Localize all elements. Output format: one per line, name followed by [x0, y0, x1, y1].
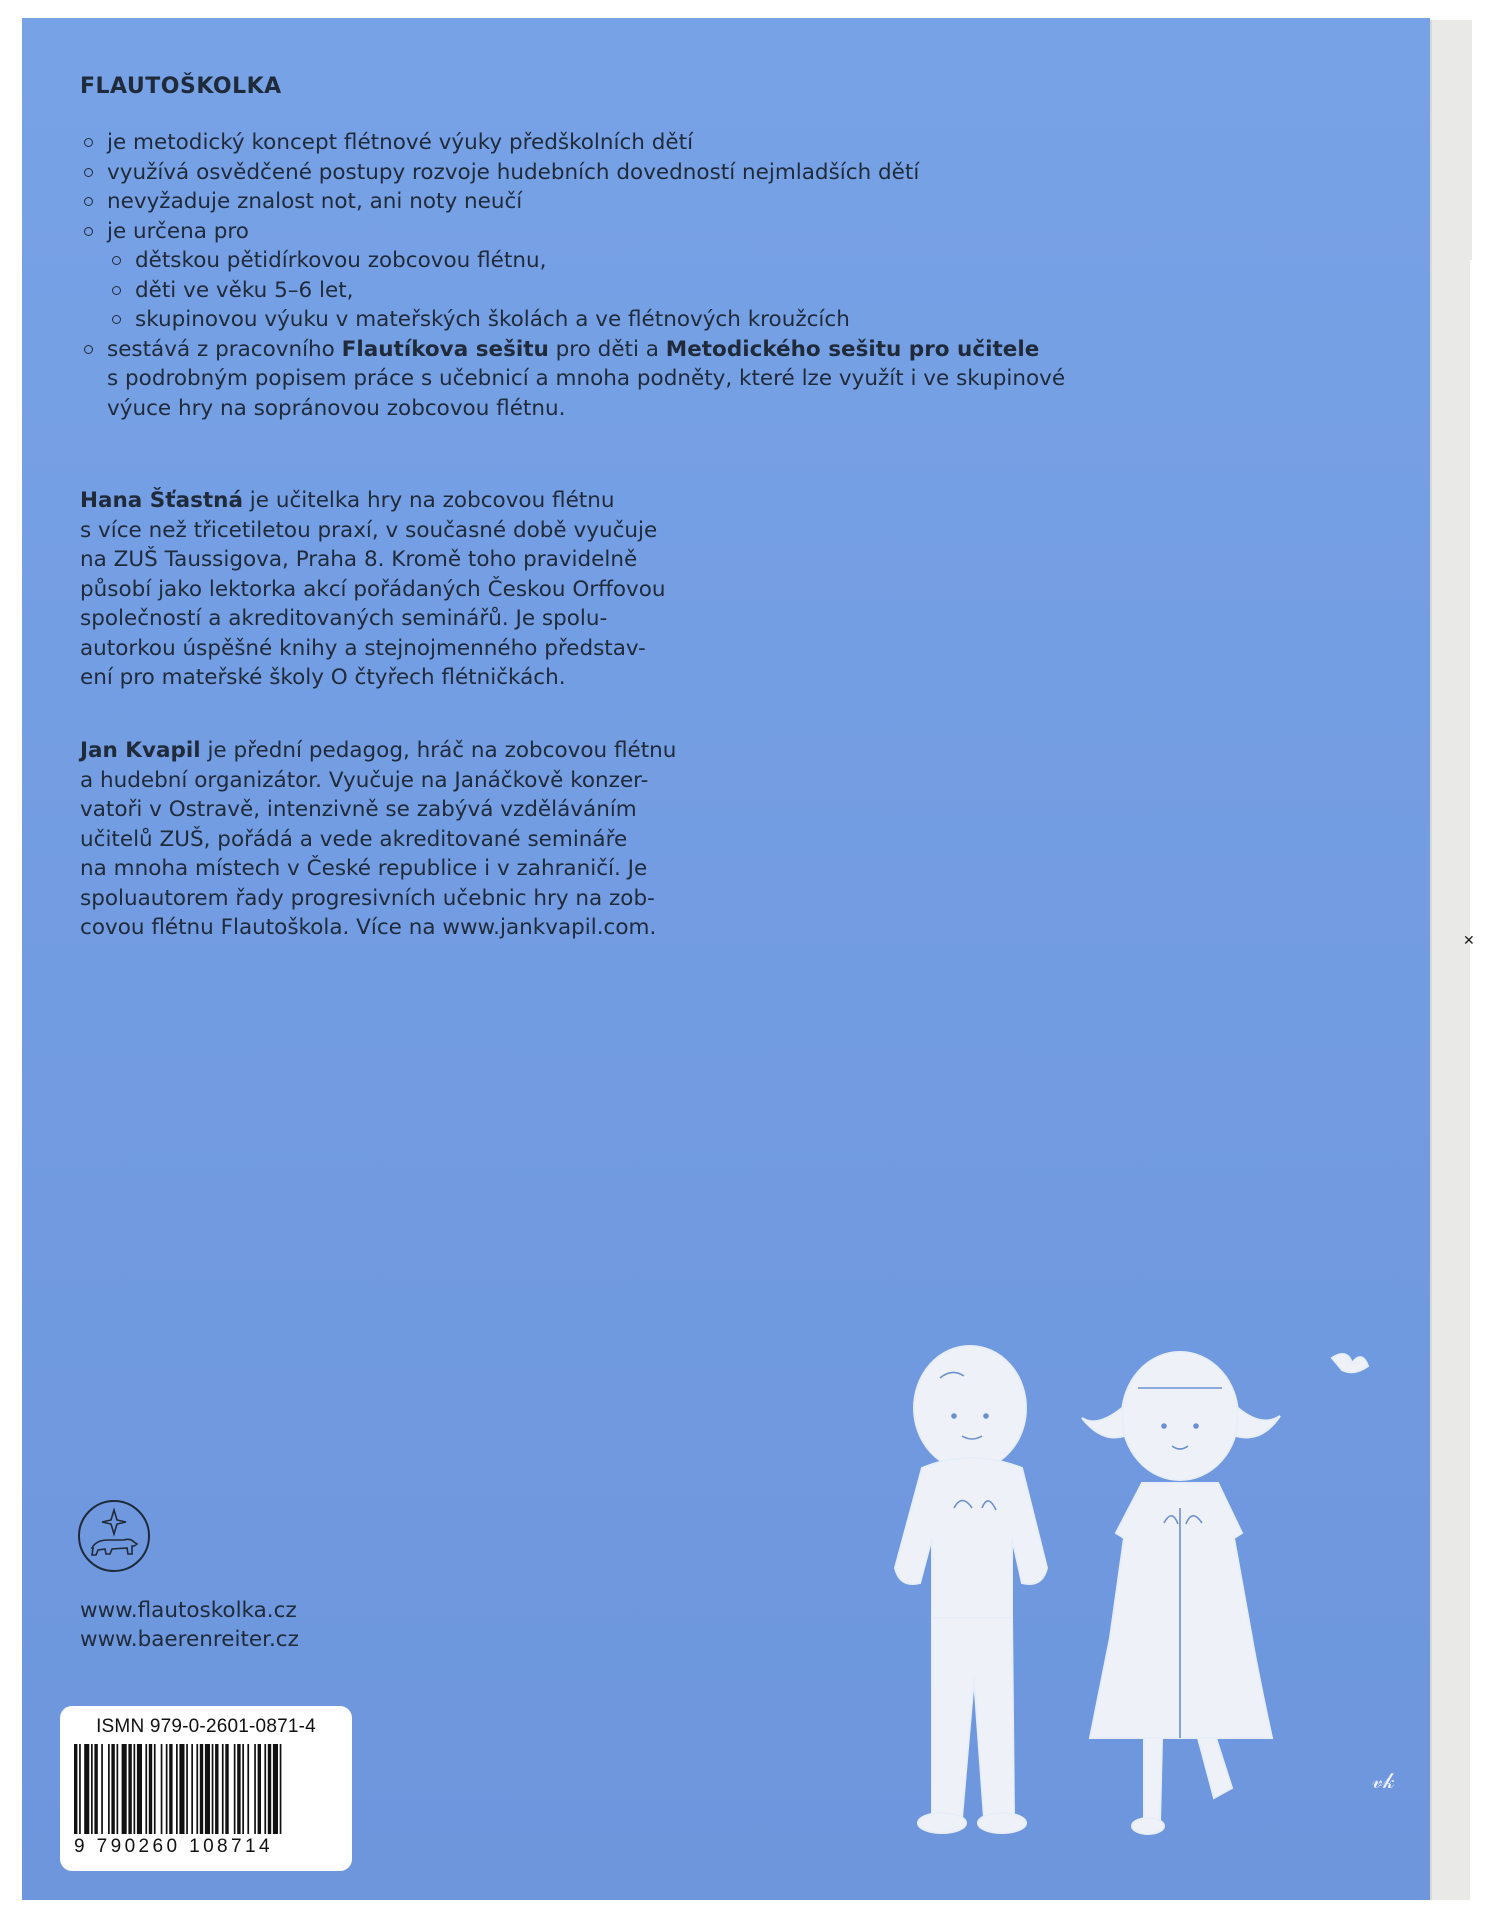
- bio-line: covou flétnu Flautoškola. Více na www.jankvapil.com.: [80, 915, 657, 940]
- bio-line: působí jako lektorka akcí pořádaných Českou Orffovou: [80, 576, 666, 602]
- barcode-bar: [79, 1744, 81, 1834]
- feature-item: [80, 335, 1100, 424]
- barcode-bar: [91, 1744, 93, 1834]
- barcode-bar: [161, 1744, 163, 1834]
- background-page: [1470, 260, 1498, 1920]
- feature-item: [80, 187, 1100, 217]
- bear-star-icon: [76, 1498, 152, 1574]
- ean-digits: 9 790260 108714: [74, 1836, 273, 1857]
- bio-line: [80, 486, 780, 516]
- barcode-bar: [108, 1744, 110, 1834]
- barcode-bar: [94, 1744, 97, 1834]
- feature-subitem: [80, 305, 1100, 335]
- barcode-bar: [166, 1744, 168, 1834]
- bullet-icon: [112, 256, 121, 265]
- barcode-bar: [237, 1744, 240, 1834]
- feature-subitem: [80, 246, 1100, 276]
- barcode-bar: [273, 1744, 278, 1834]
- bullet-icon: [84, 197, 93, 206]
- website-link[interactable]: www.baerenreiter.cz: [80, 1627, 299, 1652]
- barcode-bar: [234, 1744, 236, 1834]
- bio-text: je přední pedagog, hráč na zobcovou flétnu: [200, 738, 677, 763]
- bullet-icon: [112, 286, 121, 295]
- feature-text: dětskou pětidírkovou zobcovou flétnu,: [135, 248, 547, 273]
- website-link[interactable]: www.flautoskolka.cz: [80, 1598, 297, 1623]
- bullet-icon: [112, 315, 121, 324]
- barcode-bar: [280, 1744, 282, 1834]
- barcode-bar: [84, 1744, 89, 1834]
- bullet-icon: [84, 345, 93, 354]
- feature-list: [80, 128, 1100, 423]
- barcode-bar: [128, 1744, 131, 1834]
- barcode-bar: [222, 1744, 224, 1834]
- bio-line: vatoři v Ostravě, intenzivně se zabývá vzděláváním: [80, 797, 637, 822]
- barcode-bar: [117, 1744, 119, 1834]
- back-cover: [22, 18, 1430, 1900]
- bio-line: a hudební organizátor. Vyučuje na Janáčkově konzer-: [80, 767, 649, 793]
- feature-text: sestává z pracovního: [107, 336, 342, 362]
- barcode-bar: [215, 1744, 218, 1834]
- barcode-bar: [191, 1744, 193, 1834]
- barcode-bar: [247, 1744, 249, 1834]
- barcode-bar: [101, 1744, 103, 1834]
- feature-text: nevyžaduje znalost not, ani noty neučí: [107, 189, 523, 214]
- feature-text: výuce hry na sopránovou zobcovou flétnu.: [107, 395, 566, 421]
- barcode-bar: [149, 1744, 152, 1834]
- bio-line: na mnoha místech v České republice i v zahraničí. Je: [80, 856, 648, 881]
- bio-line: učitelů ZUŠ, pořádá a vede akreditované semináře: [80, 826, 628, 852]
- feature-text: je určena pro: [107, 218, 249, 244]
- feature-text: děti ve věku 5–6 let,: [135, 277, 354, 303]
- feature-text: s podrobným popisem práce s učebnicí a mnoha podněty, které lze využít i ve skupinové: [107, 366, 1066, 391]
- bio-line: společností a akreditovaných seminářů. Je spolu-: [80, 606, 608, 631]
- feature-text: využívá osvědčené postupy rozvoje hudebních dovedností nejmladších dětí: [107, 159, 920, 185]
- teacher-book-title: Metodického sešitu pro učitele: [665, 336, 1040, 362]
- barcode-bar: [154, 1744, 156, 1834]
- bio-line: [80, 736, 780, 766]
- bullet-icon: [84, 227, 93, 236]
- two-children-illustration: [862, 1318, 1422, 1878]
- barcode-bar: [74, 1744, 77, 1834]
- bio-text: je učitelka hry na zobcovou flétnu: [242, 488, 615, 513]
- fold-mark: ✕: [1463, 933, 1475, 949]
- barcode-bar: [179, 1744, 184, 1834]
- barcode-bar: [169, 1744, 172, 1834]
- feature-text: je metodický koncept flétnové výuky předškolních dětí: [107, 130, 694, 155]
- series-title: FLAUTOŠKOLKA: [80, 74, 282, 99]
- barcode-label: [60, 1706, 352, 1871]
- barcode-bar: [111, 1744, 114, 1834]
- barcode-bar: [122, 1744, 127, 1834]
- barcode-bar: [212, 1744, 214, 1834]
- author-bio-jan: [80, 736, 780, 943]
- bio-line: autorkou úspěšné knihy a stejnojmenného představ-: [80, 635, 646, 661]
- barcode-bar: [145, 1744, 147, 1834]
- workbook-title: Flautíkova sešitu: [341, 336, 549, 362]
- barcode-bar: [264, 1744, 266, 1834]
- book-edge: [1430, 20, 1472, 1900]
- author-bio-hana: [80, 486, 780, 693]
- url-list: [80, 1596, 299, 1654]
- feature-text: pro děti a: [548, 336, 666, 362]
- barcode-bar: [205, 1744, 210, 1834]
- barcode-bar: [200, 1744, 203, 1834]
- barcode-bar: [242, 1744, 244, 1834]
- feature-item: [80, 217, 1100, 247]
- feature-item: [80, 158, 1100, 188]
- feature-item: [80, 128, 1100, 158]
- ismn-number: ISMN 979-0-2601-0871-4: [96, 1716, 316, 1737]
- feature-subitem: [80, 276, 1100, 306]
- barcode-bar: [254, 1744, 256, 1834]
- bio-line: ení pro mateřské školy O čtyřech flétničkách.: [80, 665, 566, 690]
- barcode-bar: [268, 1744, 271, 1834]
- barcode-bar: [225, 1744, 228, 1834]
- bio-line: spoluautorem řady progresivních učebnic hry na zob-: [80, 885, 655, 911]
- author-name: Hana Šťastná: [80, 488, 243, 513]
- bio-line: s více než třicetiletou praxí, v současné době vyučuje: [80, 517, 658, 543]
- bio-line: na ZUŠ Taussigova, Praha 8. Kromě toho pravidelně: [80, 547, 638, 572]
- barcode-bar: [137, 1744, 142, 1834]
- feature-text: skupinovou výuku v mateřských školách a ve flétnových kroužcích: [135, 307, 850, 332]
- illustrator-signature: 𝓋𝓀: [1372, 1769, 1395, 1794]
- barcode-bar: [134, 1744, 136, 1834]
- bullet-icon: [84, 168, 93, 177]
- barcode-bar: [176, 1744, 178, 1834]
- barcode-icon: [70, 1744, 346, 1836]
- barcode-bar: [196, 1744, 198, 1834]
- barcode-bar: [186, 1744, 188, 1834]
- bullet-icon: [84, 138, 93, 147]
- barcode-bar: [258, 1744, 261, 1834]
- author-name: Jan Kvapil: [80, 738, 201, 763]
